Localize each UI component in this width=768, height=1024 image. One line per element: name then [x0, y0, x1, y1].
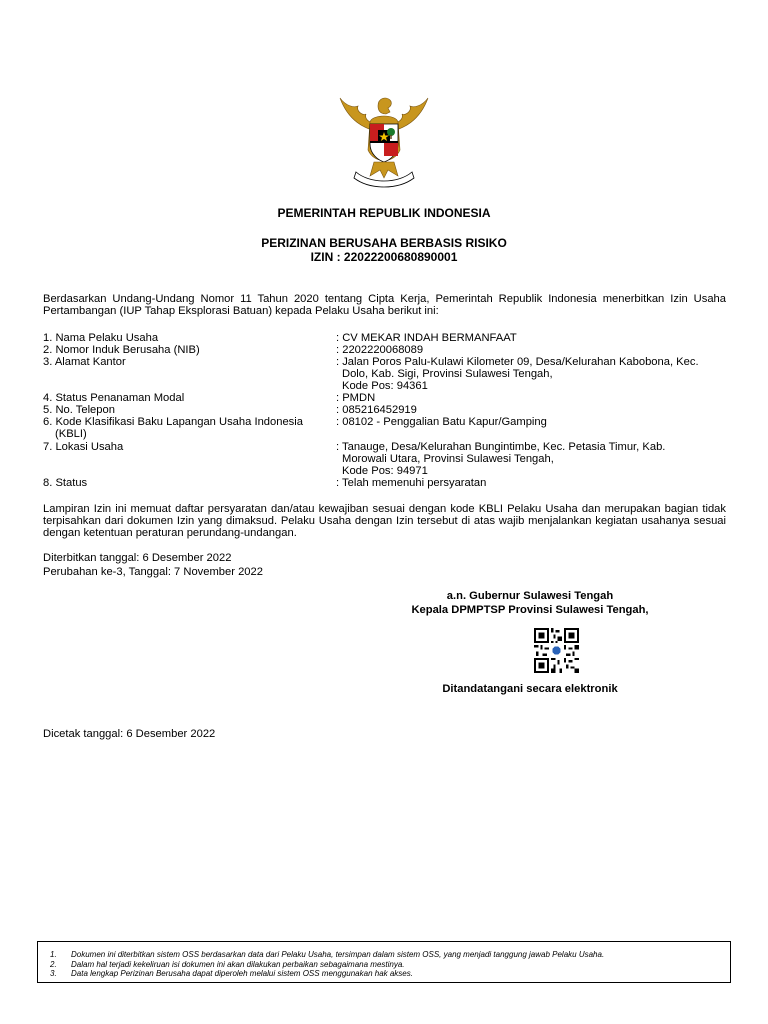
qr-code-icon — [534, 628, 579, 673]
issued-date: Diterbitkan tanggal: 6 Desember 2022 — [43, 552, 232, 564]
electronic-signature-note: Ditandatangani secara elektronik — [442, 683, 618, 695]
field-value-cont: Morowali Utara, Provinsi Sulawesi Tengah, — [342, 453, 554, 465]
field-value: : Jalan Poros Palu-Kulawi Kilometer 09, Desa/Kelurahan Kabobona, Kec. — [336, 356, 699, 368]
field-label: 4. Status Penanaman Modal — [43, 392, 185, 404]
izin-number: IZIN : 22022200680890001 — [310, 250, 458, 264]
government-title: PEMERINTAH REPUBLIK INDONESIA — [277, 206, 491, 220]
footer-note-text: Dokumen ini diterbitkan sistem OSS berdasarkan data dari Pelaku Usaha, tersimpan dalam sistem OSS, yang menjadi tanggung jawab Pelaku Usaha. — [71, 950, 605, 959]
footer-note — [50, 969, 413, 979]
garuda-emblem-icon — [334, 92, 434, 194]
footer-note-number: 3. — [50, 969, 57, 978]
closing-paragraph: Lampiran Izin ini memuat daftar persyaratan dan/atau kewajiban sesuai dengan kode KBLI Pelaku Usaha dan merupakan bagian tidak terpisahkan dari dokumen Izin yang dimaksud. Pelaku Usaha dengan Izin tersebut di atas wajib menjalankan kegiatan usahanya sesuai dengan ketentuan peraturan perundang-undangan. — [43, 503, 726, 539]
footer-note — [50, 950, 604, 960]
field-label: 6. Kode Klasifikasi Baku Lapangan Usaha Indonesia — [43, 416, 303, 428]
footer-note-number: 1. — [50, 950, 57, 959]
field-value-block — [336, 441, 726, 477]
field-value: : 2202220068089 — [336, 344, 424, 356]
field-value: : Tanauge, Desa/Kelurahan Bungintimbe, Kec. Petasia Timur, Kab. — [336, 441, 666, 453]
field-label: 7. Lokasi Usaha — [43, 441, 124, 453]
field-value: : Telah memenuhi persyaratan — [336, 477, 487, 489]
field-label: 2. Nomor Induk Berusaha (NIB) — [43, 344, 200, 356]
field-value-cont: Dolo, Kab. Sigi, Provinsi Sulawesi Tengah, — [342, 368, 553, 380]
intro-paragraph: Berdasarkan Undang-Undang Nomor 11 Tahun 2020 tentang Cipta Kerja, Pemerintah Republik Indonesia menerbitkan Izin Usaha Pertambangan (IUP Tahap Eksplorasi Batuan) kepada Pelaku Usaha berikut ini: — [43, 293, 726, 317]
field-label: 8. Status — [43, 477, 88, 489]
signatory-line-2: Kepala DPMPTSP Provinsi Sulawesi Tengah, — [411, 604, 649, 616]
field-label: 3. Alamat Kantor — [43, 356, 126, 368]
footer-notes — [37, 941, 731, 983]
document-title: PERIZINAN BERUSAHA BERBASIS RISIKO — [261, 236, 507, 250]
signatory-line-1: a.n. Gubernur Sulawesi Tengah — [446, 590, 614, 602]
footer-note-number: 2. — [50, 960, 57, 969]
field-value-cont: Kode Pos: 94361 — [342, 380, 428, 392]
field-value-cont: Kode Pos: 94971 — [342, 465, 428, 477]
field-value: : 08102 - Penggalian Batu Kapur/Gamping — [336, 416, 547, 428]
footer-note-text: Data lengkap Perizinan Berusaha dapat diperoleh melalui sistem OSS menggunakan hak akses. — [71, 969, 413, 978]
printed-date: Dicetak tanggal: 6 Desember 2022 — [43, 728, 216, 740]
field-value: : PMDN — [336, 392, 376, 404]
field-value: : CV MEKAR INDAH BERMANFAAT — [336, 332, 517, 344]
field-label: 5. No. Telepon — [43, 404, 115, 416]
field-label: 1. Nama Pelaku Usaha — [43, 332, 159, 344]
field-label-block — [43, 416, 333, 440]
field-label-cont: (KBLI) — [55, 428, 87, 440]
field-value: : 085216452919 — [336, 404, 417, 416]
footer-note-text: Dalam hal terjadi kekeliruan isi dokumen ini akan dilakukan perbaikan sebagaimana mestinya. — [71, 960, 405, 969]
field-value-block — [336, 356, 726, 392]
revision-date: Perubahan ke-3, Tanggal: 7 November 2022 — [43, 566, 263, 578]
